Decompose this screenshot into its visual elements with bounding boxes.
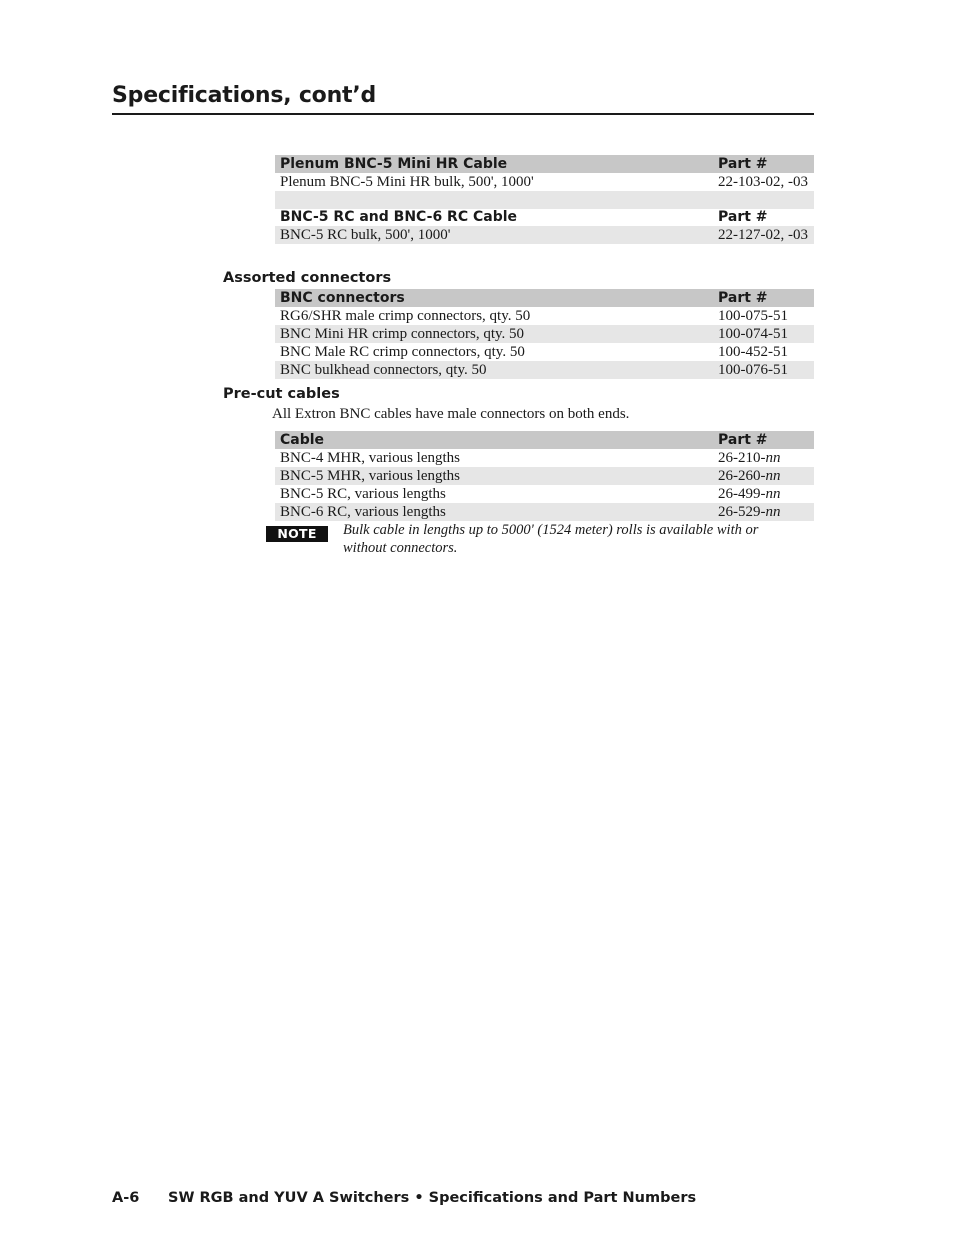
row-name: BNC Mini HR crimp connectors, qty. 50 xyxy=(280,326,525,342)
table-header-name: Cable xyxy=(280,432,325,448)
row-name: Plenum BNC-5 Mini HR bulk, 500', 1000' xyxy=(280,174,534,190)
bnc-connectors-table xyxy=(275,289,814,379)
footer-title: SW RGB and YUV A Switchers • Specifications and Part Numbers xyxy=(168,1190,697,1206)
table-row xyxy=(275,503,814,521)
note-text: Bulk cable in lengths up to 5000' (1524 meter) rolls is available with or without connectors. xyxy=(343,522,759,556)
row-part: 100-075-51 xyxy=(718,308,788,324)
row-part: 100-076-51 xyxy=(718,362,788,378)
table-row xyxy=(275,325,814,343)
table-row xyxy=(275,307,814,325)
table-header-row xyxy=(275,289,814,307)
table-header-name: BNC-5 RC and BNC-6 RC Cable xyxy=(280,209,518,225)
row-name: BNC-6 RC, various lengths xyxy=(280,504,446,520)
table-row xyxy=(275,449,814,467)
table-header-row xyxy=(275,431,814,449)
row-name: BNC-5 MHR, various lengths xyxy=(280,468,460,484)
table-header-part: Part # xyxy=(718,290,768,306)
row-name: BNC Male RC crimp connectors, qty. 50 xyxy=(280,344,525,360)
note-badge: NOTE xyxy=(266,526,328,542)
table-header-row xyxy=(275,208,814,226)
table-header-name: BNC connectors xyxy=(280,290,405,306)
page-footer xyxy=(112,1190,696,1206)
precut-intro: All Extron BNC cables have male connectors on both ends. xyxy=(272,406,630,422)
row-part: 100-074-51 xyxy=(718,326,788,342)
table-row xyxy=(275,467,814,485)
plenum-cable-table xyxy=(275,155,814,209)
page-title: Specifications, cont’d xyxy=(112,82,814,115)
precut-cables-heading: Pre-cut cables xyxy=(223,386,340,402)
table-row xyxy=(275,226,814,244)
row-part: 22-127-02, -03 xyxy=(718,227,808,243)
table-row xyxy=(275,361,814,379)
page-number: A-6 xyxy=(112,1190,140,1206)
table-header-part: Part # xyxy=(718,156,768,172)
table-row xyxy=(275,173,814,191)
assorted-connectors-heading: Assorted connectors xyxy=(223,270,392,286)
row-part: 100-452-51 xyxy=(718,344,788,360)
table-header-name: Plenum BNC-5 Mini HR Cable xyxy=(280,156,508,172)
row-name: BNC-5 RC, various lengths xyxy=(280,486,446,502)
row-part: 26-499-nn xyxy=(718,486,781,502)
row-name: BNC-4 MHR, various lengths xyxy=(280,450,460,466)
table-row xyxy=(275,485,814,503)
row-name: BNC-5 RC bulk, 500', 1000' xyxy=(280,227,451,243)
row-name: BNC bulkhead connectors, qty. 50 xyxy=(280,362,487,378)
table-row xyxy=(275,343,814,361)
table-header-part: Part # xyxy=(718,209,768,225)
table-header-row xyxy=(275,155,814,173)
row-part: 26-210-nn xyxy=(718,450,781,466)
rc-cable-table xyxy=(275,208,814,244)
row-part: 26-529-nn xyxy=(718,504,781,520)
row-part: 22-103-02, -03 xyxy=(718,174,808,190)
row-name: RG6/SHR male crimp connectors, qty. 50 xyxy=(280,308,531,324)
table-spacer-row xyxy=(275,191,814,209)
table-header-part: Part # xyxy=(718,432,768,448)
row-part: 26-260-nn xyxy=(718,468,781,484)
precut-cables-table xyxy=(275,431,814,521)
